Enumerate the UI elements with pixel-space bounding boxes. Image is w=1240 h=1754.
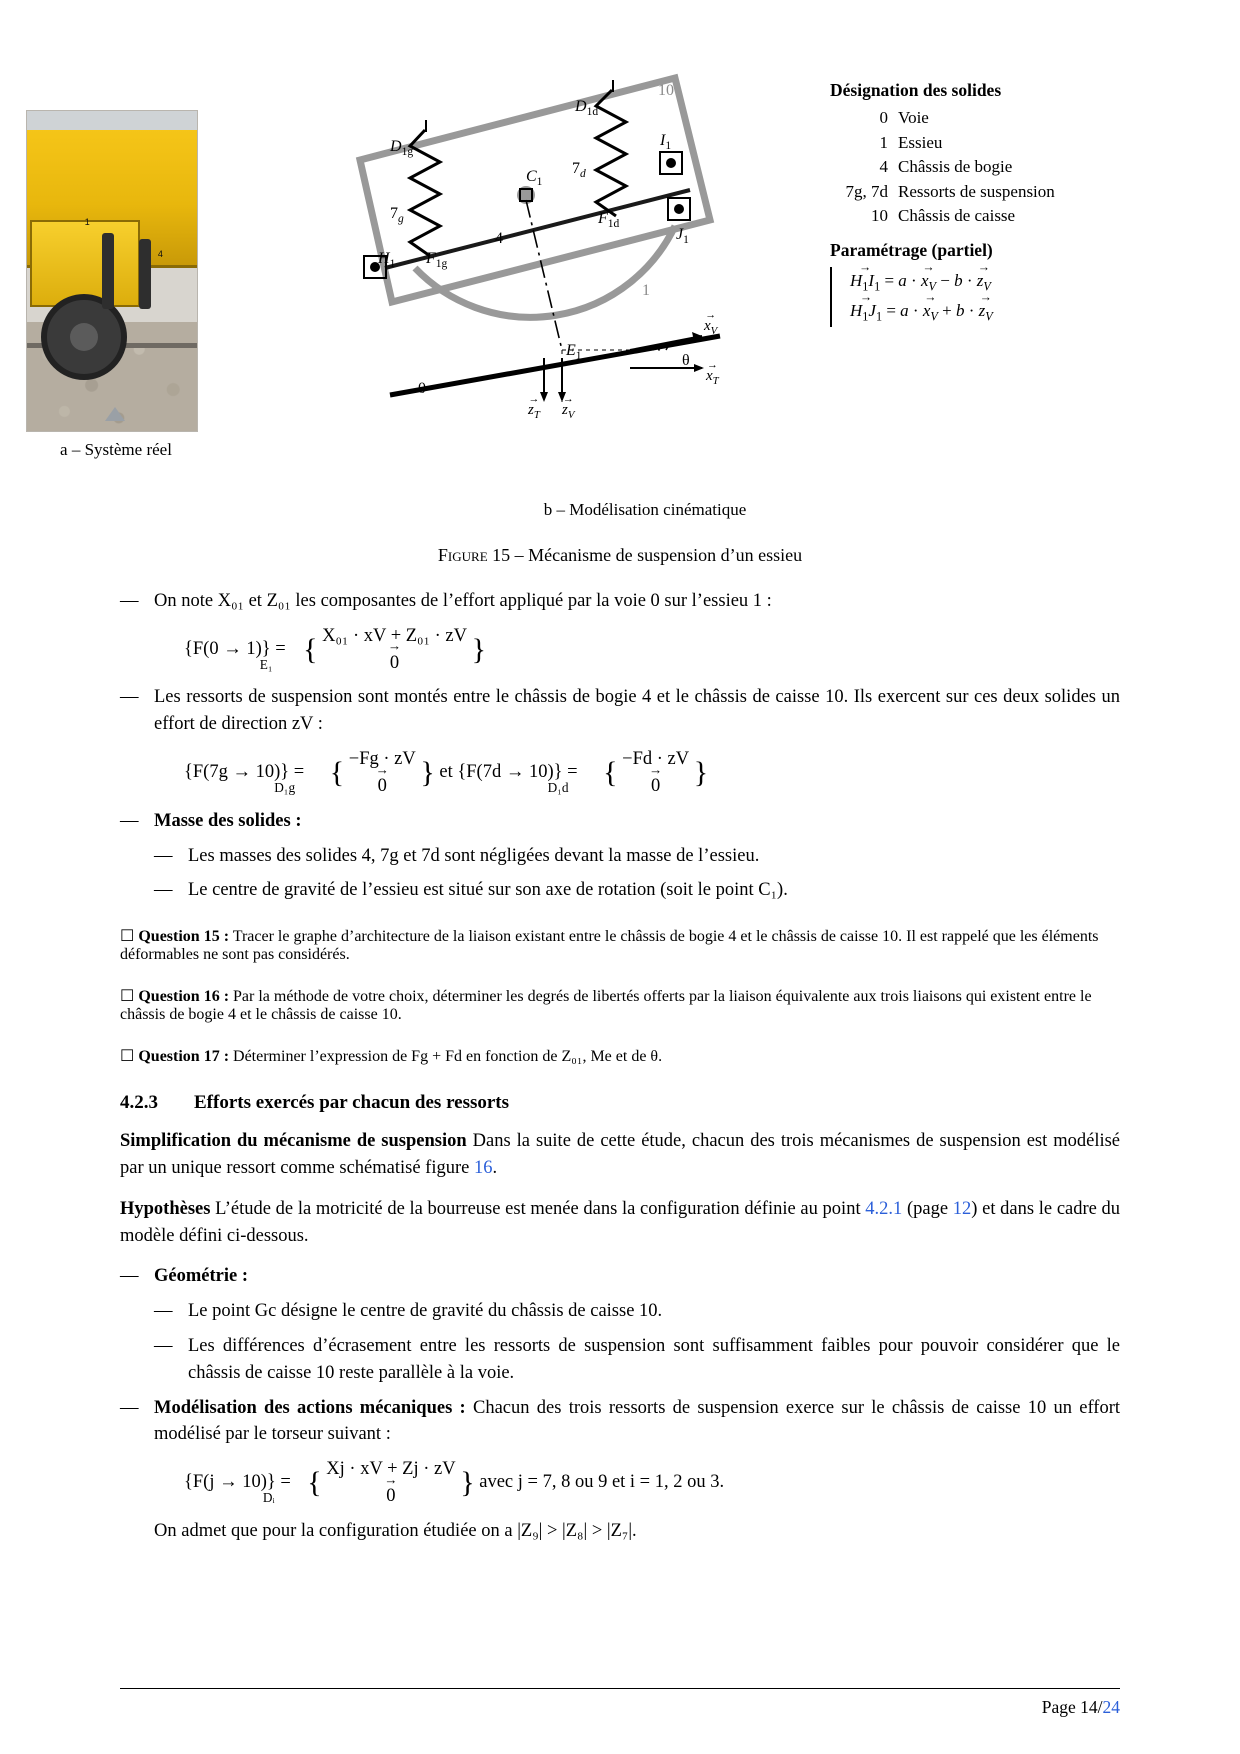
equation-point-d: D₁d: [547, 779, 569, 795]
hypotheses-text-c: ) et dans le cadre du modèle défini ci-dessous.: [120, 1198, 1121, 1246]
schema-label-D1d: $D_{1d}$: [575, 98, 599, 119]
legend-value: Voie: [898, 108, 929, 128]
brace-open-icon: {: [303, 632, 318, 666]
figure-subcaption-a: a – Système réel: [60, 440, 172, 459]
photo-real-system: [26, 110, 198, 432]
figure-15: [0, 0, 1240, 565]
legend-key: 0: [879, 108, 888, 128]
schema-label-D1g: $D_{1g}$: [390, 138, 414, 159]
torsor-content: [326, 1456, 455, 1510]
legend-panel: [830, 78, 1130, 327]
legend-key: 1: [879, 132, 888, 152]
legend-equation: → $H_1I_1 = a$ · → $x_V - b$ · → $z_V$: [850, 267, 1130, 297]
equation-left: {F(0 → 1)} =: [184, 638, 286, 659]
section-reference-link[interactable]: 4.2.1: [865, 1198, 903, 1219]
legend-table: [830, 106, 1055, 228]
question-15: [120, 926, 1120, 964]
torsor-content-g: [349, 746, 416, 800]
brace-open-icon: {: [603, 756, 618, 790]
torsor-resultant-d: −Fd · zV: [622, 749, 690, 770]
mass-sublist: [154, 843, 1120, 905]
hypotheses-text-a: L’étude de la motricité de la bourreuse est menée dans la configuration définie au point: [215, 1198, 861, 1219]
schema-label-7g: $7_g$: [390, 205, 404, 226]
equation-point-g: D₁g: [274, 779, 296, 795]
checkbox-icon: ☐: [120, 928, 135, 946]
schema-label-F1g: $F_{1g}$: [426, 250, 448, 271]
list-item: — Le point Gc désigne le centre de gravité du châssis de caisse 10.: [154, 1298, 1120, 1325]
question-text: Tracer le graphe d’architecture de la liaison existant entre le châssis de bogie 4 et le châssis de caisse 10. Il est rappelé que les éléments déformables ne sont pas considérés.: [120, 928, 1099, 964]
page-total-link[interactable]: 24: [1102, 1697, 1120, 1717]
simplification-text-end: .: [492, 1157, 498, 1178]
question-label: Question 17 :: [138, 1048, 230, 1066]
equation-conjunction: et: [439, 762, 453, 783]
bullet-text: Les ressorts de suspension sont montés entre le châssis de bogie 4 et le châssis de caisse 10. Ils exercent sur ces deux solides un effort de direction zV :: [154, 687, 1120, 735]
brace-open-icon: {: [329, 756, 345, 790]
schema-label-0: 0: [418, 380, 426, 397]
photo-label-1: 1: [84, 216, 90, 227]
torsor-content-d: [622, 746, 689, 800]
list-item: — Les masses des solides 4, 7g et 7d sont négligées devant la masse de l’essieu.: [154, 843, 1120, 870]
model-list: [120, 1263, 1120, 1544]
schema-label-H1: $H_1$: [378, 250, 396, 271]
list-item: [120, 588, 1120, 676]
figure-reference-link[interactable]: 16: [473, 1157, 493, 1178]
equation-left-d: {F(7d → 10)} =: [457, 762, 578, 783]
schema-label-I1: $I_1$: [660, 132, 672, 153]
figure-caption-text: – Mécanisme de suspension d’un essieu: [514, 545, 803, 565]
figure-subcaption-b: b – Modélisation cinématique: [543, 500, 747, 519]
page-footer: [120, 1688, 1120, 1718]
kinematic-schema: [330, 50, 820, 450]
section-title: Efforts exercés par chacun des ressorts: [194, 1092, 510, 1114]
photo-wheel-hub: [70, 323, 98, 351]
list-item: [120, 1263, 1120, 1386]
schema-label-theta: θ: [682, 352, 690, 369]
hypotheses-text-b: (page: [907, 1198, 949, 1219]
figure-caption-prefix: Figure 15: [437, 545, 511, 565]
schema-label-xV: → $x_V$: [704, 318, 717, 337]
torsor-moment: → 0: [326, 1483, 455, 1510]
photo-damper-right: [139, 239, 151, 309]
legend-key: 7g, 7d: [845, 181, 888, 201]
legend-value: Châssis de caisse: [898, 205, 1016, 225]
geometry-title: Géométrie :: [154, 1266, 248, 1287]
question-17: [120, 1046, 1120, 1066]
schema-label-xT: → $x_T$: [706, 368, 719, 387]
legend-key: 10: [871, 205, 888, 225]
equation-springs: [184, 746, 1120, 800]
torsor-content: [322, 623, 467, 677]
legend-equations: [830, 267, 1130, 328]
equation-condition: avec j = 7, 8 ou 9 et i = 1, 2 ou 3.: [479, 1472, 725, 1493]
legend-title: Désignation des solides: [830, 80, 1002, 100]
legend-value: Châssis de bogie: [898, 157, 1013, 177]
list-item: [120, 808, 1120, 904]
equation-point: E₁: [259, 656, 273, 672]
checkbox-icon: ☐: [120, 988, 135, 1006]
page-number-text: Page 14/: [1041, 1697, 1103, 1717]
legend-row: [830, 204, 1055, 228]
brace-close-icon: }: [420, 756, 435, 790]
torsor-resultant: Xj · xV + Zj · zV: [326, 1459, 456, 1480]
question-label: Question 16 :: [138, 988, 230, 1006]
list-item: — Le centre de gravité de l’essieu est situé sur son axe de rotation (soit le point C₁).: [154, 877, 1120, 904]
schema-label-7d: $7_d$: [572, 160, 586, 181]
page-number: [120, 1697, 1120, 1718]
legend-equation: → $H_1J_1 = a$ · → $x_V + b$ · → $z_V$: [850, 297, 1130, 327]
legend-row: [830, 180, 1055, 204]
question-text: Par la méthode de votre choix, déterminer les degrés de libertés offerts par la liaison équivalente aux trois liaisons qui existent entre le châssis de bogie 4 et le châssis de caisse 10.: [120, 988, 1092, 1024]
brace-open-icon: {: [307, 1466, 322, 1500]
schema-label-zT: → $z_T$: [528, 402, 540, 421]
checkbox-icon: ☐: [120, 1048, 135, 1066]
schema-label-4: 4: [495, 230, 503, 247]
equation-point: Dᵢ: [262, 1490, 275, 1505]
photo-label-4: 4: [157, 248, 163, 259]
schema-label-zV: → $z_V$: [562, 402, 574, 421]
mass-title: Masse des solides :: [154, 810, 302, 831]
list-item: — Les différences d’écrasement entre les ressorts de suspension sont suffisamment faibles pour pouvoir considérer que le châssis de caisse 10 reste parallèle à la voie.: [154, 1333, 1120, 1387]
schema-label-C1: $C_1$: [526, 168, 543, 189]
section-number: 4.2.3: [120, 1092, 158, 1114]
schema-label-10: 10: [658, 82, 674, 99]
legend-key: 4: [879, 157, 888, 177]
photo-arrow-up-icon: [105, 407, 125, 421]
simplification-lead: Simplification du mécanisme de suspension: [120, 1131, 467, 1152]
footer-divider: [120, 1688, 1120, 1689]
simplification-text: Dans la suite de cette étude, chacun des trois mécanismes de suspension est modélisé par un unique ressort comme schématisé figure: [120, 1131, 1121, 1178]
legend-row: [830, 155, 1055, 179]
legend-row: [830, 106, 1055, 130]
equation-Fj10: [184, 1456, 1120, 1510]
schema-label-1: 1: [642, 282, 650, 299]
torsor-moment-g: → 0: [349, 773, 416, 800]
legend-value: Essieu: [898, 132, 943, 152]
question-text: Déterminer l’expression de Fg + Fd en fonction de Z₀₁, Me et de θ.: [233, 1048, 663, 1066]
torsor-resultant-g: −Fg · zV: [348, 749, 416, 770]
bullet-text: On note X₀₁ et Z₀₁ les composantes de l’effort appliqué par la voie 0 sur l’essieu 1 :: [154, 591, 772, 611]
assumptions-list: [120, 588, 1120, 800]
figure-caption: [0, 545, 1240, 566]
equation-F01: [184, 623, 1120, 677]
hypotheses-paragraph: [120, 1196, 1120, 1250]
brace-close-icon: }: [460, 1466, 475, 1500]
legend-row: [830, 131, 1055, 155]
model-actions-text: Chacun des trois ressorts de suspension exerce sur le châssis de caisse 10 un effort modélisé par le torseur suivant :: [154, 1397, 1121, 1445]
geometry-sublist: [154, 1298, 1120, 1386]
article-body: [0, 580, 1240, 1553]
admitted-statement: On admet que pour la configuration étudiée on a |Z₉| > |Z₈| > |Z₇|.: [154, 1520, 637, 1541]
equation-left: {F(j → 10)} =: [184, 1472, 291, 1493]
schema-label-J1: $J_1$: [676, 226, 689, 247]
page-reference-link[interactable]: 12: [952, 1198, 972, 1219]
list-item: [120, 684, 1120, 799]
schema-label-E1: $E_1$: [566, 342, 582, 363]
torsor-resultant: X₀₁ · xV + Z₀₁ · zV: [322, 625, 467, 646]
brace-close-icon: }: [693, 756, 709, 790]
brace-close-icon: }: [471, 632, 486, 666]
hypotheses-lead: Hypothèses: [120, 1198, 211, 1219]
legend-value: Ressorts de suspension: [898, 181, 1055, 201]
simplification-paragraph: [120, 1128, 1120, 1182]
schema-label-F1d: $F_{1d}$: [598, 210, 620, 231]
mass-section: [120, 808, 1120, 904]
legend-param-title: Paramétrage (partiel): [830, 240, 993, 261]
torsor-moment: → 0: [322, 650, 467, 677]
section-heading: [120, 1092, 1120, 1114]
torsor-moment-d: → 0: [622, 773, 689, 800]
model-actions-title: Modélisation des actions mécaniques :: [154, 1397, 466, 1418]
question-label: Question 15 :: [138, 928, 230, 946]
photo-damper-left: [102, 233, 114, 309]
list-item: [120, 1395, 1120, 1545]
equation-left-g: {F(7g → 10)} =: [184, 762, 305, 783]
question-16: [120, 986, 1120, 1024]
